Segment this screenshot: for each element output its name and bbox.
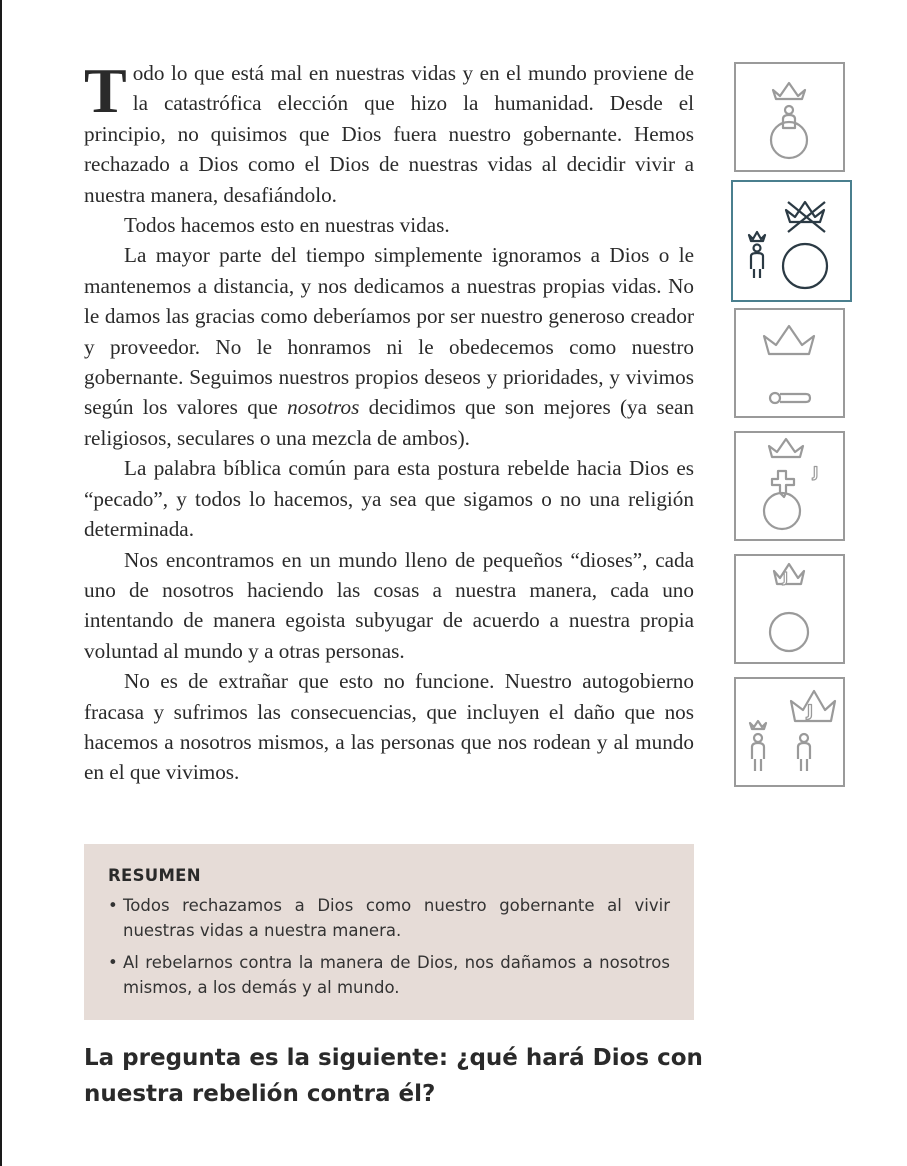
letter-j: J [813, 465, 819, 481]
paragraph-6: No es de extrañar que esto no funcione. Nuestro autogobierno fracasa y sufrimos las consecuencias, que incluyen el daño que nos hacemos a nosotros mismos, a las personas que nos rodean y al mundo en el que vivimos. [84, 669, 694, 785]
crown-cross-jesus-over-world-icon [736, 433, 843, 539]
crown-over-fallen-person-icon [736, 310, 843, 416]
paragraph-2: Todos hacemos esto en nuestras vidas. [124, 213, 450, 238]
page-left-edge [0, 0, 2, 1166]
icon-frame-2-active [731, 180, 852, 302]
bullet: • [108, 896, 118, 915]
paragraph-1 [84, 55, 694, 210]
paragraph-4: La palabra bíblica común para esta postura rebelde hacia Dios es “pecado”, y todos lo hacemos, ya sea que sigamos o no una religión determinada. [84, 456, 694, 542]
paragraph-1-text: odo lo que está mal en nuestras vidas y en el mundo proviene de la catastrófica elección que hizo la humanidad. Desde el principio, no quisimos que Dios fuera nuestro gobernante. Hemos rechazado a Dios como el Dios de nuestras vidas al decidir vivir a nuestra manera, desafiándolo. [84, 61, 694, 207]
person-crowned-rejecting-god-crown-icon [733, 182, 850, 300]
paragraph-5: Nos encontramos en un mundo lleno de pequeños “dioses”, cada uno de nosotros haciendo las cosas a nuestra manera, cada uno intentando de manera egoista subyugar de acuerdo a nuestra propia voluntad al mundo y a otras personas. [84, 547, 694, 663]
paragraph-3-que: que [247, 395, 278, 420]
summary-box [84, 844, 694, 1020]
summary-title: RESUMEN [108, 866, 201, 885]
icon-frame-4 [734, 431, 845, 541]
bullet: • [108, 953, 118, 972]
main-text [84, 55, 694, 788]
closing-question: La pregunta es la siguiente: ¿qué hará Dios con nuestra rebelión contra él? [84, 1045, 703, 1107]
summary-item [108, 893, 670, 943]
drop-cap: T [84, 55, 127, 126]
icon-frame-6 [734, 677, 845, 787]
icon-frame-1 [734, 62, 845, 172]
icon-frame-3 [734, 308, 845, 418]
summary-item [108, 950, 670, 1000]
paragraph-3-text: La mayor parte del tiempo simplemente ignoramos a Dios o le mantenemos a distancia, y nos dedicamos a nuestras propias vidas. No le damos las gracias como deberíamos por ser nuestro generoso creador y proveedor. No le honramos ni le obedecemos como nuestro gobernante. Seguimos nuestros propios deseos y prioridades, y vivimos según los valores [84, 243, 694, 420]
jesus-king-and-people-icon [736, 679, 843, 785]
paragraph-3 [84, 240, 694, 453]
jesus-crown-over-world-icon [736, 556, 843, 662]
letter-j: J [783, 571, 788, 586]
icon-frame-5 [734, 554, 845, 664]
crown-over-person-on-world-icon [736, 64, 843, 170]
summary-item-text: Al rebelarnos contra la manera de Dios, nos dañamos a nosotros mismos, a los demás y al mundo. [123, 953, 670, 997]
italic-nosotros: nosotros [287, 395, 360, 420]
summary-list [108, 893, 670, 1000]
paragraph-3-tail: decidimos que son mejores (ya sean religiosos, seculares o una mezcla de ambos). [84, 395, 694, 450]
summary-item-text: Todos rechazamos a Dios como nuestro gobernante al vivir nuestras vidas a nuestra manera. [123, 896, 670, 940]
letter-j: J [807, 701, 813, 720]
